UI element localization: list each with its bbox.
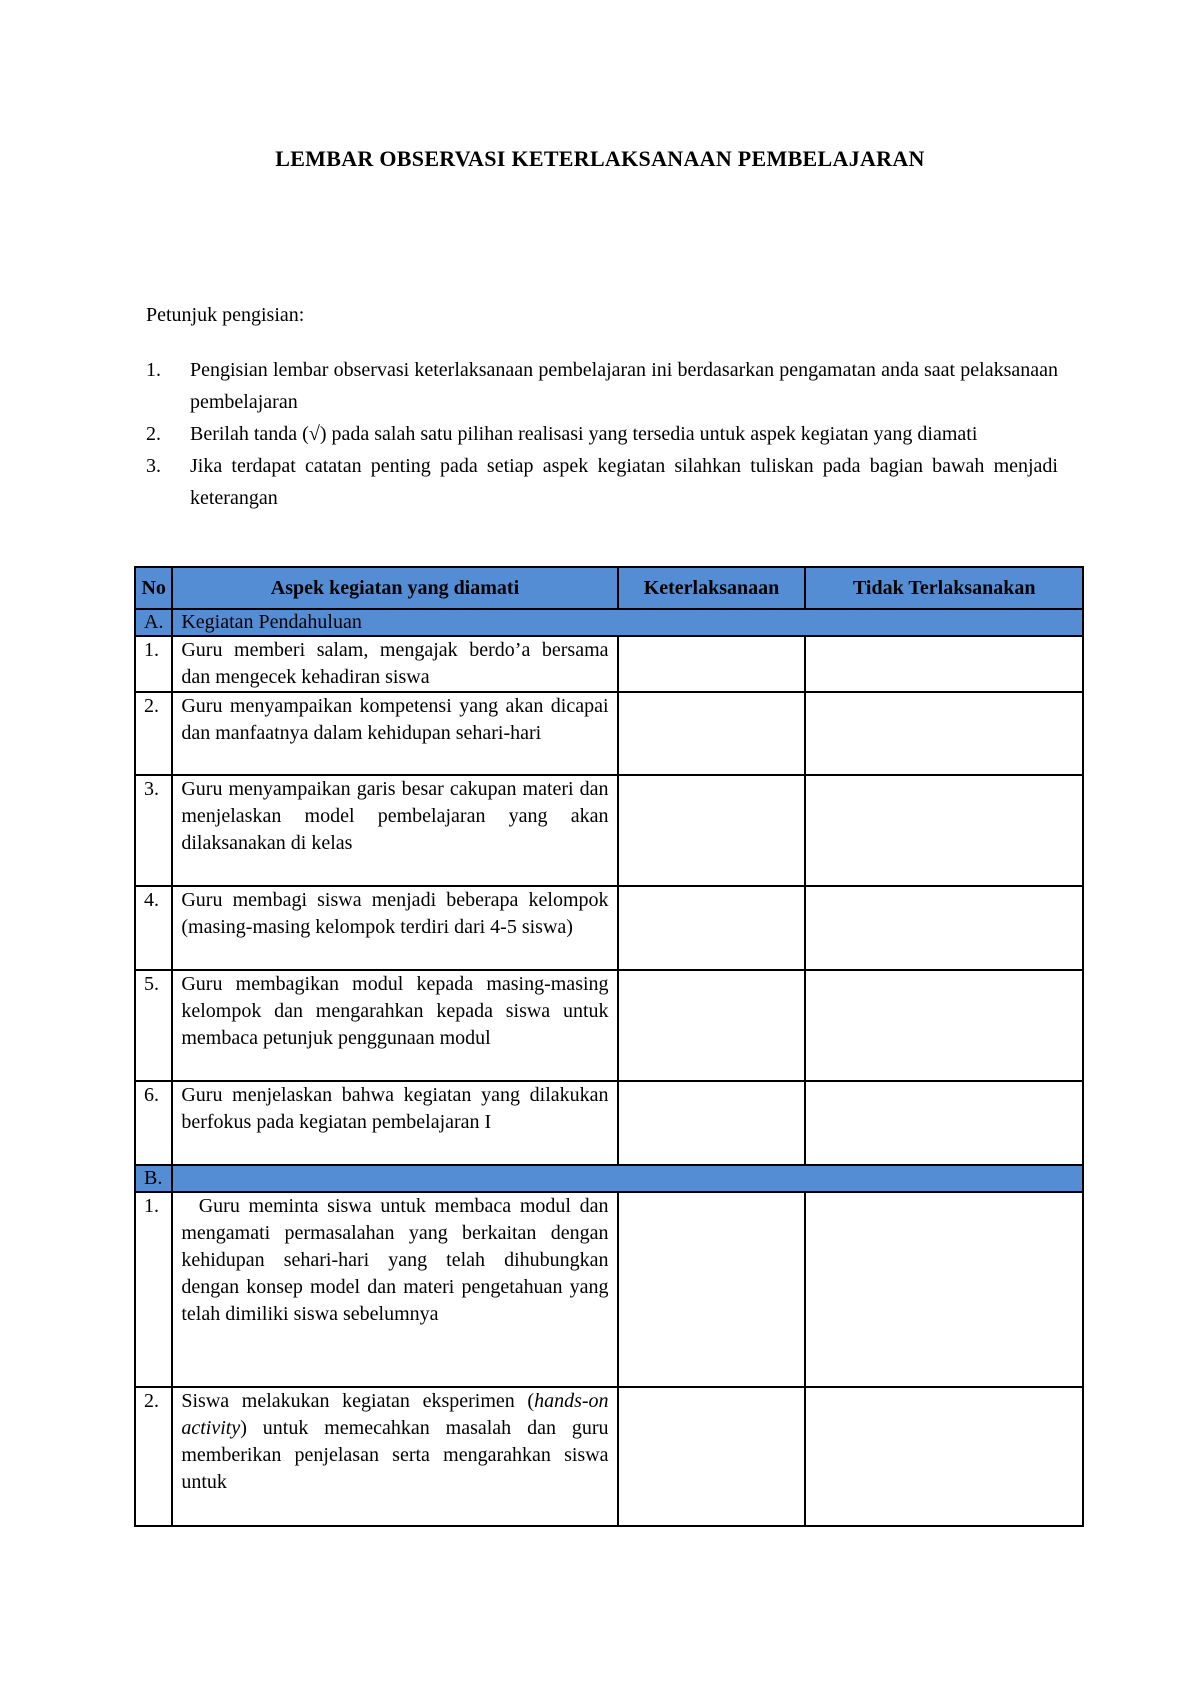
tidak-terlaksanakan-cell[interactable] [805, 1081, 1083, 1165]
header-aspect: Aspek kegiatan yang diamati [172, 567, 617, 609]
keterlaksanaan-cell[interactable] [618, 775, 806, 886]
observation-table [134, 566, 1084, 1527]
row-number: 2. [135, 1387, 172, 1526]
aspect-text-emphasis: hands-on activity [181, 1390, 609, 1439]
row-aspect: Guru menyampaikan kompetensi yang akan dicapai dan manfaatnya dalam kehidupan sehari-hari [172, 692, 617, 775]
row-number: 5. [135, 970, 172, 1081]
section-row-a [135, 609, 1083, 636]
instruction-number: 1. [146, 359, 161, 381]
keterlaksanaan-cell[interactable] [618, 636, 806, 692]
table-row [135, 1081, 1083, 1165]
instruction-number: 3. [146, 455, 161, 477]
tidak-terlaksanakan-cell[interactable] [805, 970, 1083, 1081]
page-title: LEMBAR OBSERVASI KETERLAKSANAAN PEMBELAJARAN [275, 146, 925, 171]
row-aspect: Guru membagi siswa menjadi beberapa kelompok (masing-masing kelompok terdiri dari 4-5 siswa) [172, 886, 617, 970]
row-number: 3. [135, 775, 172, 886]
row-aspect: Guru menyampaikan garis besar cakupan materi dan menjelaskan model pembelajaran yang akan dilaksanakan di kelas [172, 775, 617, 886]
table-row [135, 692, 1083, 775]
row-number: 6. [135, 1081, 172, 1165]
table-row [135, 970, 1083, 1081]
keterlaksanaan-cell[interactable] [618, 1081, 806, 1165]
row-aspect: Guru membagikan modul kepada masing-masing kelompok dan mengarahkan kepada siswa untuk membaca petunjuk penggunaan modul [172, 970, 617, 1081]
section-code: A. [135, 609, 172, 636]
keterlaksanaan-cell[interactable] [618, 886, 806, 970]
section-row-b [135, 1165, 1083, 1192]
keterlaksanaan-cell[interactable] [618, 970, 806, 1081]
tidak-terlaksanakan-cell[interactable] [805, 886, 1083, 970]
header-tidak-terlaksanakan: Tidak Terlaksanakan [805, 567, 1083, 609]
table-row [135, 886, 1083, 970]
tidak-terlaksanakan-cell[interactable] [805, 1387, 1083, 1526]
instruction-number: 2. [146, 423, 161, 445]
tidak-terlaksanakan-cell[interactable] [805, 775, 1083, 886]
section-label [172, 1165, 1083, 1192]
row-aspect: Guru memberi salam, mengajak berdo’a bersama dan mengecek kehadiran siswa [172, 636, 617, 692]
row-aspect [172, 1387, 617, 1526]
tidak-terlaksanakan-cell[interactable] [805, 636, 1083, 692]
row-number: 4. [135, 886, 172, 970]
header-keterlaksanaan: Keterlaksanaan [618, 567, 806, 609]
row-aspect: Guru meminta siswa untuk membaca modul dan mengamati permasalahan yang berkaitan dengan kehidupan sehari-hari yang telah dihubungkan dengan konsep model dan materi pengetahuan yang telah dimiliki siswa sebelumnya [172, 1192, 617, 1387]
table-row [135, 1387, 1083, 1526]
section-code: B. [135, 1165, 172, 1192]
aspect-text-part: Siswa melakukan kegiatan eksperimen ( [181, 1390, 535, 1412]
keterlaksanaan-cell[interactable] [618, 692, 806, 775]
tidak-terlaksanakan-cell[interactable] [805, 692, 1083, 775]
instruction-text: Jika terdapat catatan penting pada setiap aspek kegiatan silahkan tuliskan pada bagian bawah menjadi keterangan [190, 455, 1058, 509]
instructions-list [146, 354, 1058, 514]
header-no: No [135, 567, 172, 609]
row-number: 2. [135, 692, 172, 775]
instruction-text: Pengisian lembar observasi keterlaksanaan pembelajaran ini berdasarkan pengamatan anda saat pelaksanaan pembelajaran [190, 359, 1058, 413]
instruction-text: Berilah tanda (√) pada salah satu pilihan realisasi yang tersedia untuk aspek kegiatan yang diamati [190, 423, 978, 445]
row-aspect: Guru menjelaskan bahwa kegiatan yang dilakukan berfokus pada kegiatan pembelajaran I [172, 1081, 617, 1165]
table-header-row [135, 567, 1083, 609]
row-number: 1. [135, 636, 172, 692]
instructions-label: Petunjuk pengisian: [146, 304, 305, 326]
row-number: 1. [135, 1192, 172, 1387]
aspect-text-part: ) untuk memecahkan masalah dan guru memberikan penjelasan serta mengarahkan siswa untuk [181, 1417, 609, 1493]
tidak-terlaksanakan-cell[interactable] [805, 1192, 1083, 1387]
instruction-item [146, 418, 1058, 450]
section-label: Kegiatan Pendahuluan [172, 609, 1083, 636]
instruction-item [146, 354, 1058, 418]
table-row [135, 1192, 1083, 1387]
keterlaksanaan-cell[interactable] [618, 1387, 806, 1526]
table-row [135, 775, 1083, 886]
table-row [135, 636, 1083, 692]
instruction-item [146, 450, 1058, 514]
keterlaksanaan-cell[interactable] [618, 1192, 806, 1387]
